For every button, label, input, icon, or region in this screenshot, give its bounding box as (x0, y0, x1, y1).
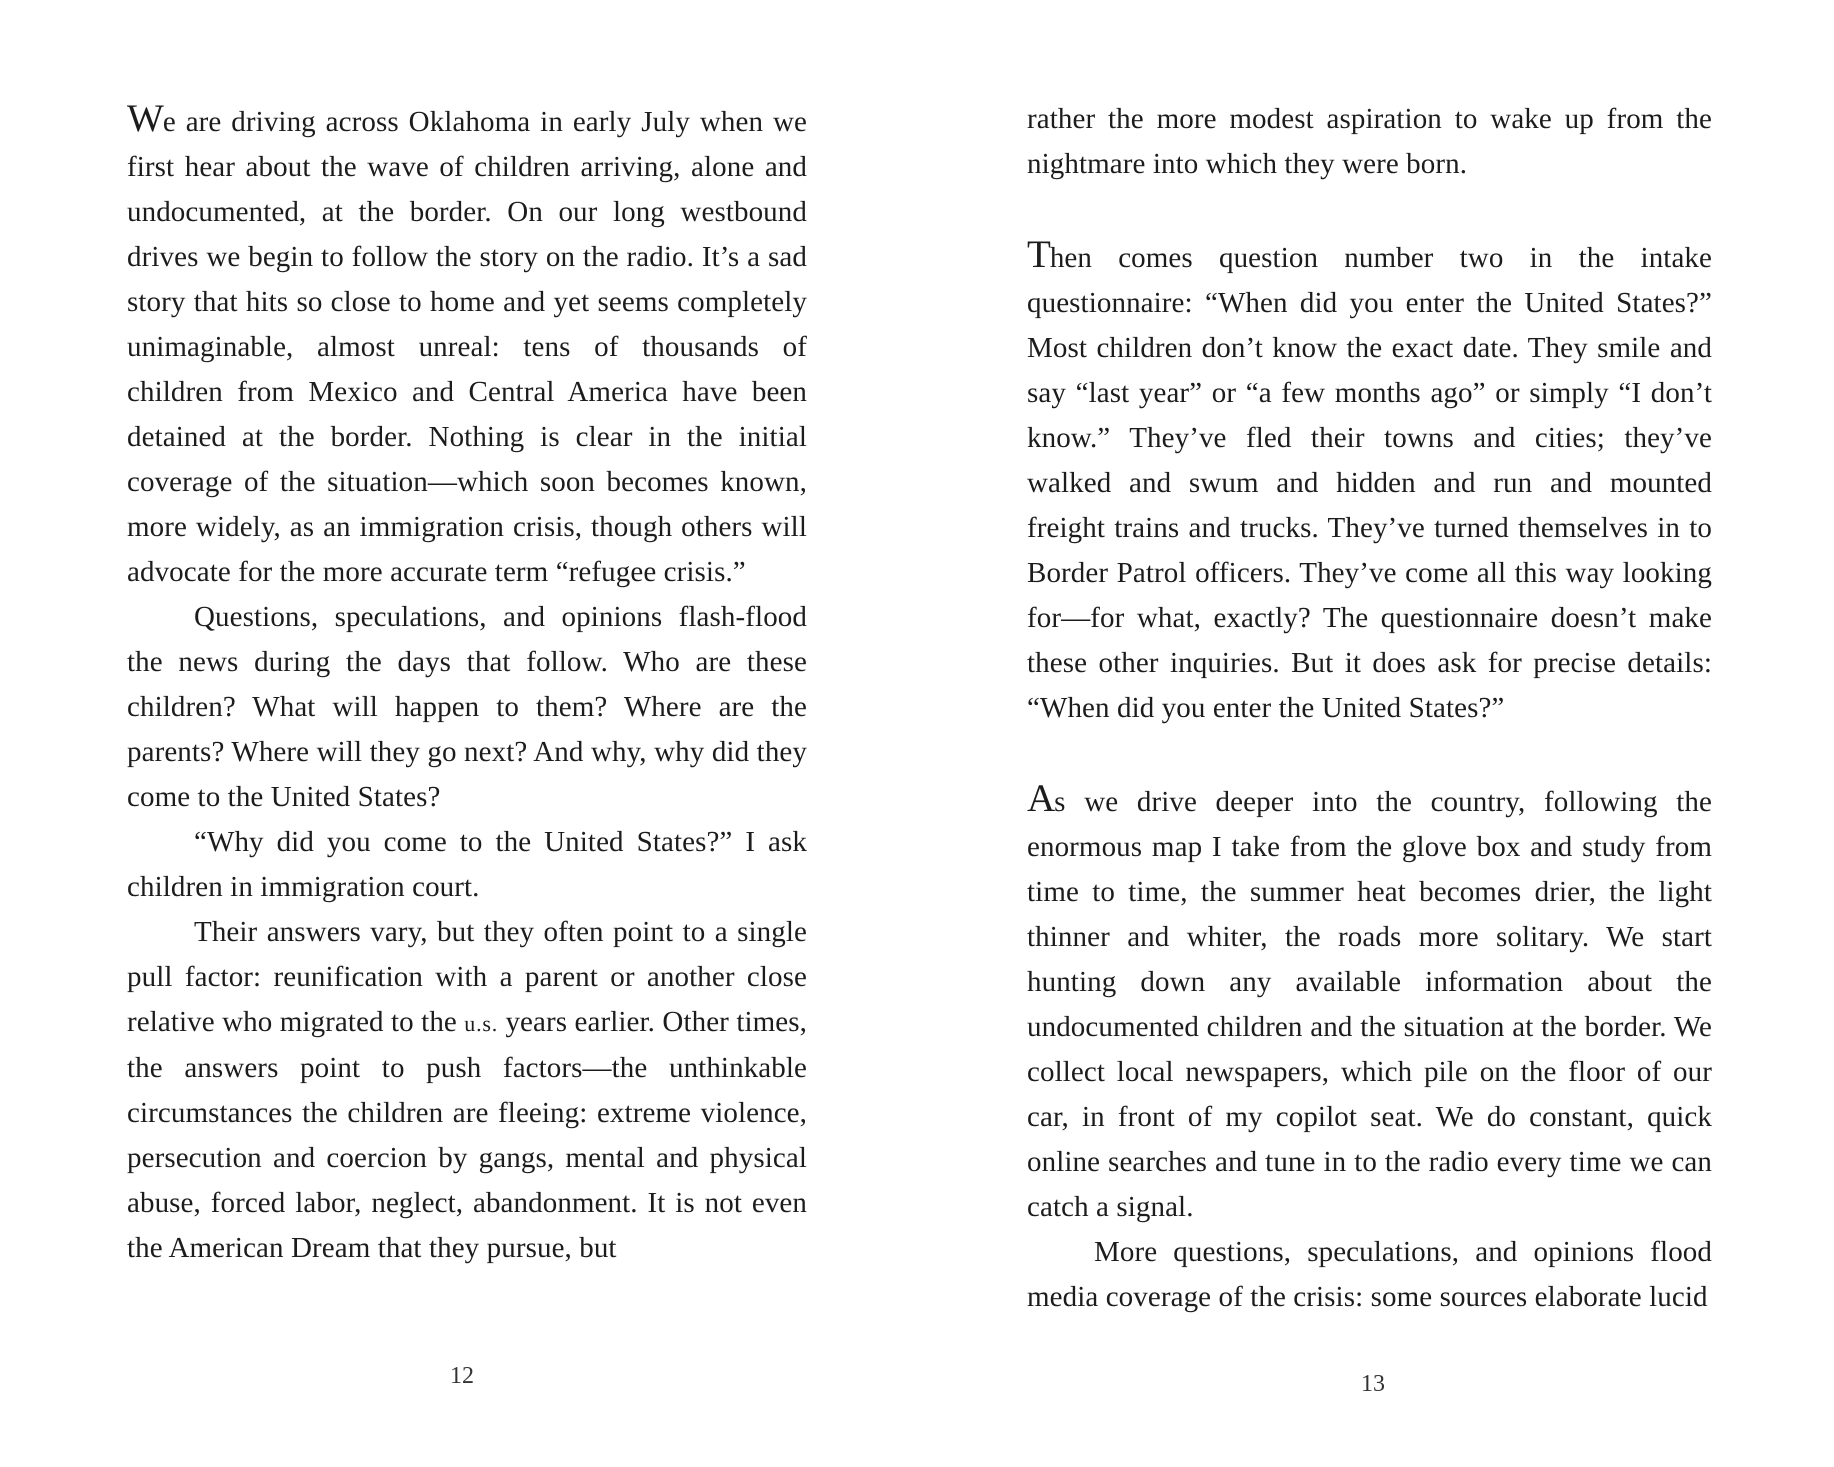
paragraph-text: “Why did you come to the United States?” I ask children in immigration court. (127, 826, 807, 903)
right-page (917, 0, 1834, 1467)
right-paragraph-2 (1027, 232, 1712, 731)
left-paragraph-3 (127, 820, 807, 910)
right-paragraph-4 (1027, 1230, 1712, 1320)
paragraph-text: Their answers vary, but they often point to a single pull factor: reunification with a parent or another close relative who migrated to the (127, 916, 807, 1038)
dropcap-letter: A (1027, 777, 1055, 820)
left-paragraph-2 (127, 595, 807, 820)
dropcap-letter: T (1027, 233, 1050, 276)
paragraph-text: Questions, speculations, and opinions flash-flood the news during the days that follow. Who are these children? What will happen to them? Where are the parents? Where will they go next? And why, why did they come to the United States? (127, 601, 807, 813)
section-break (1027, 187, 1712, 232)
right-page-text (1027, 97, 1712, 1320)
paragraph-text: e are driving across Oklahoma in early July when we first hear about the wave of children arriving, alone and undocumented, at the border. On our long westbound drives we begin to follow the story on the radio. It’s a sad story that hits so close to home and yet seems completely unimaginable, almost unreal: tens of thousands of children from Mexico and Central America have been detained at the border. Nothing is clear in the initial coverage of the situation—which soon becomes known, more widely, as an immigration crisis, though others will advocate for the more accurate term “refugee crisis.” (127, 106, 807, 588)
left-paragraph-4 (127, 910, 807, 1271)
paragraph-text: s we drive deeper into the country, following the enormous map I take from the glove box and study from time to time, the summer heat becomes drier, the light thinner and whiter, the roads more solitary. We start hunting down any available information about the undocumented children and the situation at the border. We collect local newspapers, which pile on the floor of our car, in front of my copilot seat. We do constant, quick online searches and tune in to the radio every time we can catch a signal. (1027, 786, 1712, 1223)
page-number-left: 12 (450, 1363, 474, 1389)
paragraph-text: More questions, speculations, and opinions flood media coverage of the crisis: some sources elaborate lucid (1027, 1236, 1712, 1313)
left-page-text (127, 96, 807, 1271)
dropcap-letter: W (127, 97, 163, 140)
paragraph-text: years earlier. Other times, the answers point to push factors—the unthinkable circumstances the children are fleeing: extreme violence, persecution and coercion by gangs, mental and physical abuse, forced labor, neglect, abandonment. It is not even the American Dream that they pursue, but (127, 1006, 808, 1264)
abbreviation-small-caps: u.s. (464, 1011, 499, 1036)
page-number-right: 13 (1361, 1371, 1385, 1397)
paragraph-text: hen comes question number two in the intake questionnaire: “When did you enter the United States?” Most children don’t know the exact date. They smile and say “last year” or “a few months ago” or simply “I don’t know.” They’ve fled their towns and cities; they’ve walked and swum and hidden and run and mounted freight trains and trucks. They’ve turned themselves in to Border Patrol officers. They’ve come all this way looking for—for what, exactly? The questionnaire doesn’t make these other inquiries. But it does ask for precise details: “When did you enter the United States?” (1027, 242, 1712, 724)
section-break (1027, 731, 1712, 776)
right-paragraph-3 (1027, 776, 1712, 1230)
paragraph-text: rather the more modest aspiration to wake up from the nightmare into which they were born. (1027, 103, 1712, 180)
left-paragraph-1 (127, 96, 807, 595)
right-paragraph-1 (1027, 97, 1712, 187)
